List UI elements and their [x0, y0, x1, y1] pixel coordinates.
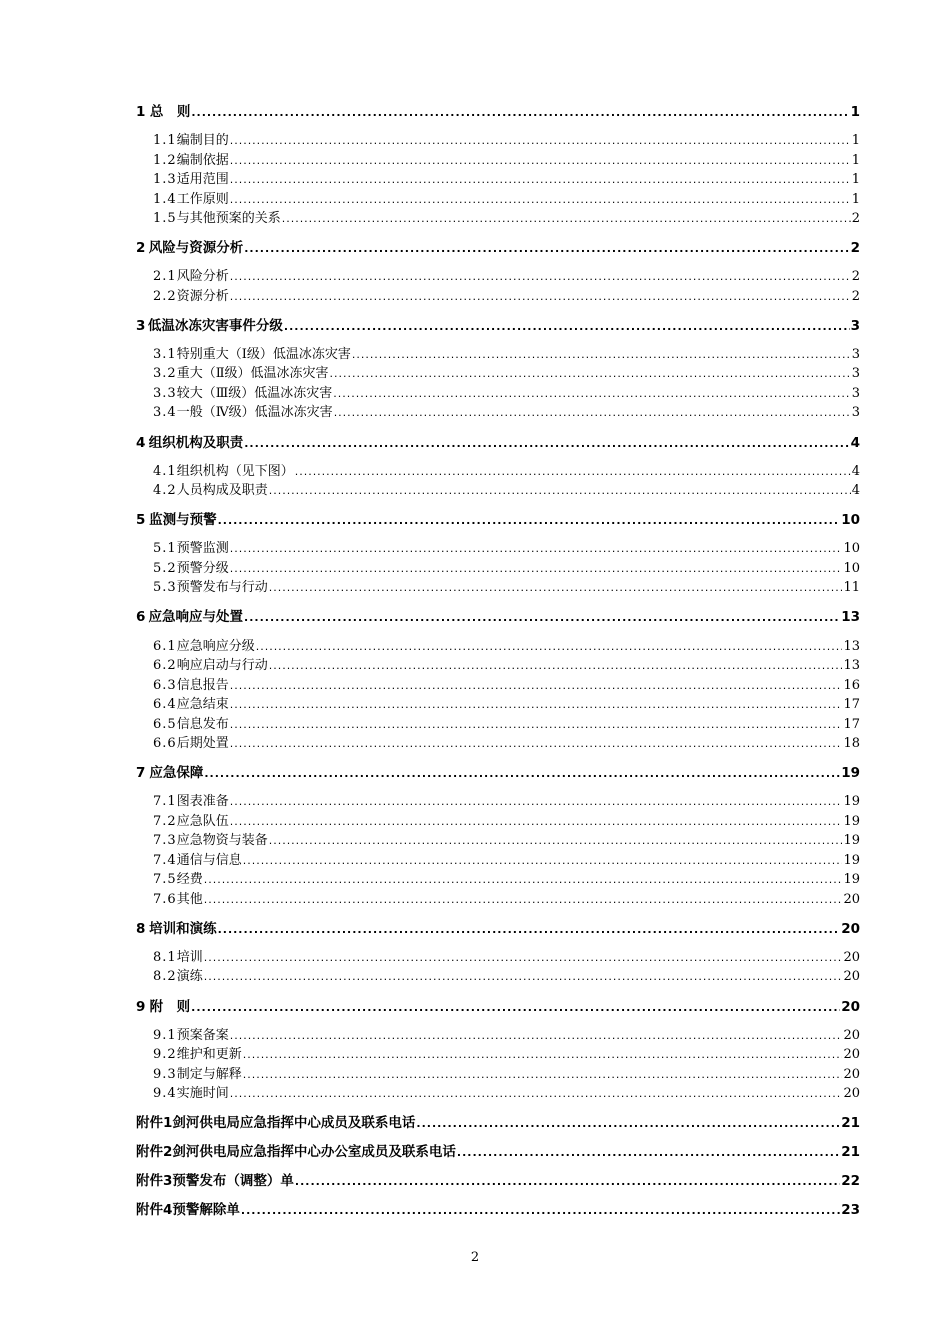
- toc-entry-title: 后期处置: [176, 736, 229, 752]
- toc-section-entry[interactable]: [136, 460, 860, 480]
- toc-dot-leader: [282, 212, 851, 225]
- toc-chapter-entry[interactable]: [136, 605, 860, 625]
- toc-section-entry[interactable]: [136, 965, 860, 985]
- toc-entry-title: 制定与解释: [176, 1066, 242, 1082]
- toc-entry-title: 剑河供电局应急指挥中心成员及联系电话: [172, 1115, 416, 1132]
- toc-section-entry[interactable]: [136, 168, 860, 188]
- toc-dot-leader: [243, 1048, 843, 1061]
- toc-entry-page: 23: [841, 1202, 860, 1219]
- toc-section-entry[interactable]: [136, 362, 860, 382]
- toc-dot-leader: [204, 970, 843, 983]
- toc-dot-leader: [230, 795, 843, 808]
- toc-entry-number: 1.2: [153, 152, 177, 168]
- toc-entry-page: 21: [841, 1115, 860, 1132]
- toc-entry-number: 2.2: [153, 288, 177, 304]
- toc-dot-leader: [243, 854, 843, 867]
- toc-entry-page: 11: [843, 580, 860, 596]
- toc-dot-leader: [241, 1204, 840, 1217]
- toc-entry-title: 人员构成及职责: [176, 483, 268, 499]
- toc-dot-leader: [334, 406, 851, 419]
- toc-section-entry[interactable]: [136, 557, 860, 577]
- toc-chapter-entry[interactable]: [136, 917, 860, 937]
- toc-entry-title: 风险分析: [176, 269, 229, 285]
- toc-section-entry[interactable]: [136, 401, 860, 421]
- toc-entry-title: 一般（Ⅳ级）低温冰冻灾害: [176, 405, 333, 421]
- toc-entry-number: 7.3: [153, 833, 177, 849]
- toc-entry-title: 低温冰冻灾害事件分级: [147, 317, 283, 334]
- toc-section-entry[interactable]: [136, 188, 860, 208]
- toc-entry-page: 2: [851, 288, 860, 304]
- toc-entry-number: 9: [136, 998, 146, 1015]
- toc-entry-title: 预警发布（调整）单: [172, 1173, 294, 1190]
- toc-entry-title: 培训和演练: [149, 920, 217, 937]
- toc-entry-page: 1: [851, 152, 860, 168]
- toc-section-entry[interactable]: [136, 674, 860, 694]
- toc-entry-page: 20: [843, 891, 860, 907]
- toc-entry-page: 21: [841, 1144, 860, 1161]
- toc-entry-page: 20: [843, 949, 860, 965]
- toc-dot-leader: [269, 581, 843, 594]
- toc-entry-page: 13: [843, 658, 860, 674]
- toc-section-entry[interactable]: [136, 1024, 860, 1044]
- toc-section-entry[interactable]: [136, 1043, 860, 1063]
- toc-section-entry[interactable]: [136, 868, 860, 888]
- toc-entry-title: 预警发布与行动: [176, 580, 268, 596]
- toc-chapter-entry[interactable]: [136, 995, 860, 1015]
- toc-entry-page: 2: [850, 240, 860, 257]
- toc-dot-leader: [230, 737, 843, 750]
- toc-entry-title: 预警监测: [176, 541, 229, 557]
- toc-entry-number: 1.4: [153, 191, 177, 207]
- toc-dot-leader: [230, 698, 843, 711]
- toc-entry-number: 7: [136, 765, 146, 782]
- toc-entry-title: 编制目的: [176, 133, 229, 149]
- toc-entry-page: 19: [843, 852, 860, 868]
- toc-section-entry[interactable]: [136, 888, 860, 908]
- toc-entry-title: 图表准备: [176, 794, 229, 810]
- toc-dot-leader: [230, 154, 851, 167]
- toc-entry-number: 9.3: [153, 1066, 177, 1082]
- toc-dot-leader: [230, 562, 843, 575]
- toc-dot-leader: [218, 923, 841, 936]
- toc-entry-title: 风险与资源分析: [148, 240, 244, 257]
- toc-entry-title: 应急响应与处置: [148, 609, 244, 626]
- toc-chapter-entry[interactable]: [136, 314, 860, 334]
- toc-entry-page: 22: [841, 1173, 860, 1190]
- toc-entry-page: 19: [841, 765, 860, 782]
- toc-section-entry[interactable]: [136, 537, 860, 557]
- toc-section-entry[interactable]: [136, 849, 860, 869]
- toc-section-entry[interactable]: [136, 635, 860, 655]
- toc-section-entry[interactable]: [136, 946, 860, 966]
- toc-dot-leader: [269, 484, 851, 497]
- toc-entry-title: 工作原则: [176, 191, 229, 207]
- toc-entry-page: 13: [841, 609, 860, 626]
- toc-chapter-entry[interactable]: [136, 508, 860, 528]
- toc-entry-title: 监测与预警: [149, 512, 217, 529]
- toc-entry-page: 19: [843, 872, 860, 888]
- toc-entry-number: 5.3: [153, 580, 177, 596]
- toc-chapter-entry[interactable]: [136, 236, 860, 256]
- toc-section-entry[interactable]: [136, 382, 860, 402]
- toc-section-entry[interactable]: [136, 265, 860, 285]
- toc-entry-page: 1: [851, 133, 860, 149]
- toc-appendix-entry[interactable]: [136, 1169, 860, 1189]
- toc-entry-page: 3: [851, 385, 860, 401]
- toc-section-entry[interactable]: [136, 1063, 860, 1083]
- toc-section-entry[interactable]: [136, 343, 860, 363]
- toc-dot-leader: [284, 320, 850, 333]
- toc-entry-title: 预警解除单: [172, 1202, 240, 1219]
- toc-entry-page: 2: [851, 211, 860, 227]
- toc-dot-leader: [230, 290, 851, 303]
- toc-entry-title: 应急队伍: [176, 813, 229, 829]
- toc-entry-number: 9.2: [153, 1047, 177, 1063]
- toc-entry-page: 19: [843, 813, 860, 829]
- toc-entry-number: 7.1: [153, 794, 177, 810]
- toc-entry-page: 17: [843, 716, 860, 732]
- toc-entry-page: 16: [843, 677, 860, 693]
- toc-entry-title: 预案备案: [176, 1027, 229, 1043]
- toc-dot-leader: [230, 718, 843, 731]
- toc-section-entry[interactable]: [136, 693, 860, 713]
- page-number: 2: [470, 1250, 480, 1265]
- toc-entry-number: 3.2: [153, 366, 177, 382]
- toc-entry-page: 19: [843, 794, 860, 810]
- toc-dot-leader: [244, 611, 840, 624]
- toc-entry-number: 3.3: [153, 385, 177, 401]
- toc-entry-page: 2: [851, 269, 860, 285]
- toc-entry-number: 4.1: [153, 463, 177, 479]
- toc-entry-page: 4: [850, 434, 860, 451]
- toc-entry-number: 6: [136, 609, 146, 626]
- toc-entry-number: 1.5: [153, 211, 177, 227]
- toc-entry-title: 通信与信息: [176, 852, 242, 868]
- toc-entry-title: 附 则: [149, 998, 191, 1015]
- toc-entry-number: 4: [136, 434, 146, 451]
- toc-section-entry[interactable]: [136, 129, 860, 149]
- toc-entry-page: 3: [850, 317, 860, 334]
- toc-entry-page: 10: [843, 541, 860, 557]
- toc-entry-title: 较大（Ⅲ级）低温冰冻灾害: [176, 385, 333, 401]
- toc-entry-title: 应急结束: [176, 697, 229, 713]
- toc-entry-number: 7.6: [153, 891, 177, 907]
- toc-entry-page: 1: [850, 104, 860, 120]
- toc-entry-number: 附件2: [136, 1144, 173, 1161]
- toc-entry-number: 1: [136, 104, 146, 120]
- toc-dot-leader: [330, 367, 851, 380]
- toc-entry-number: 6.2: [153, 658, 177, 674]
- toc-dot-leader: [333, 387, 850, 400]
- toc-entry-number: 5: [136, 512, 146, 529]
- toc-chapter-entry[interactable]: [136, 100, 860, 120]
- toc-dot-leader: [269, 659, 843, 672]
- toc-entry-page: 1: [851, 172, 860, 188]
- toc-entry-title: 重大（Ⅱ级）低温冰冻灾害: [176, 366, 329, 382]
- toc-dot-leader: [230, 679, 843, 692]
- toc-entry-number: 2: [136, 240, 146, 257]
- toc-entry-title: 与其他预案的关系: [176, 211, 281, 227]
- toc-section-entry[interactable]: [136, 713, 860, 733]
- toc-entry-number: 9.4: [153, 1086, 177, 1102]
- toc-entry-number: 2.1: [153, 269, 177, 285]
- toc-entry-page: 13: [843, 638, 860, 654]
- toc-entry-page: 17: [843, 697, 860, 713]
- toc-entry-title: 组织机构及职责: [148, 434, 244, 451]
- toc-dot-leader: [204, 873, 843, 886]
- toc-entry-number: 附件1: [136, 1115, 173, 1132]
- toc-entry-title: 实施时间: [176, 1086, 229, 1102]
- toc-section-entry[interactable]: [136, 479, 860, 499]
- toc-dot-leader: [230, 193, 851, 206]
- toc-entry-number: 5.1: [153, 541, 177, 557]
- toc-entry-number: 5.2: [153, 560, 177, 576]
- toc-entry-number: 8.1: [153, 949, 177, 965]
- toc-section-entry[interactable]: [136, 829, 860, 849]
- toc-dot-leader: [230, 815, 843, 828]
- toc-dot-leader: [204, 951, 843, 964]
- toc-entry-page: 3: [851, 366, 860, 382]
- toc-entry-number: 7.5: [153, 872, 177, 888]
- toc-entry-number: 附件3: [136, 1173, 173, 1190]
- toc-entry-number: 6.4: [153, 697, 177, 713]
- toc-entry-number: 3.1: [153, 346, 177, 362]
- toc-entry-number: 3: [136, 317, 146, 334]
- toc-entry-number: 8.2: [153, 969, 177, 985]
- toc-entry-page: 20: [843, 1047, 860, 1063]
- toc-entry-number: 6.5: [153, 716, 177, 732]
- toc-entry-title: 资源分析: [176, 288, 229, 304]
- toc-entry-title: 应急物资与装备: [176, 833, 268, 849]
- toc-dot-leader: [295, 465, 851, 478]
- toc-entry-title: 总 则: [149, 104, 191, 120]
- toc-dot-leader: [204, 893, 843, 906]
- toc-dot-leader: [243, 1068, 843, 1081]
- toc-dot-leader: [191, 1001, 840, 1014]
- toc-section-entry[interactable]: [136, 732, 860, 752]
- toc-section-entry[interactable]: [136, 810, 860, 830]
- toc-entry-page: 1: [851, 191, 860, 207]
- toc-entry-page: 10: [841, 512, 860, 529]
- toc-dot-leader: [230, 1029, 843, 1042]
- toc-entry-title: 应急响应分级: [176, 638, 255, 654]
- toc-entry-title: 演练: [176, 969, 203, 985]
- toc-appendix-entry[interactable]: [136, 1140, 860, 1160]
- toc-section-entry[interactable]: [136, 207, 860, 227]
- toc-entry-title: 响应启动与行动: [176, 658, 268, 674]
- toc-section-entry[interactable]: [136, 654, 860, 674]
- toc-entry-title: 特别重大（Ⅰ级）低温冰冻灾害: [176, 346, 351, 362]
- toc-entry-title: 维护和更新: [176, 1047, 242, 1063]
- toc-entry-page: 20: [841, 998, 860, 1015]
- toc-chapter-entry[interactable]: [136, 761, 860, 781]
- toc-entry-number: 7.4: [153, 852, 177, 868]
- toc-dot-leader: [230, 542, 843, 555]
- toc-dot-leader: [269, 834, 843, 847]
- toc-entry-number: 1.3: [153, 172, 177, 188]
- toc-entry-page: 3: [851, 405, 860, 421]
- toc-entry-page: 4: [851, 483, 860, 499]
- toc-dot-leader: [244, 242, 849, 255]
- toc-entry-title: 应急保障: [149, 765, 204, 782]
- toc-entry-title: 其他: [176, 891, 203, 907]
- toc-entry-number: 3.4: [153, 405, 177, 421]
- toc-entry-title: 信息发布: [176, 716, 229, 732]
- toc-dot-leader: [457, 1146, 840, 1159]
- toc-entry-number: 附件4: [136, 1202, 173, 1219]
- toc-entry-page: 19: [843, 833, 860, 849]
- toc-entry-number: 6.3: [153, 677, 177, 693]
- toc-entry-page: 20: [841, 920, 860, 937]
- toc-entry-number: 9.1: [153, 1027, 177, 1043]
- toc-dot-leader: [244, 437, 849, 450]
- toc-chapter-entry[interactable]: [136, 431, 860, 451]
- toc-entry-number: 6.1: [153, 638, 177, 654]
- toc-entry-page: 20: [843, 1066, 860, 1082]
- toc-section-entry[interactable]: [136, 285, 860, 305]
- toc-dot-leader: [230, 173, 851, 186]
- toc-entry-page: 10: [843, 560, 860, 576]
- toc-appendix-entry[interactable]: [136, 1111, 860, 1131]
- toc-dot-leader: [218, 514, 841, 527]
- toc-entry-title: 组织机构（见下图）: [176, 463, 294, 479]
- toc-section-entry[interactable]: [136, 149, 860, 169]
- toc-dot-leader: [230, 1087, 843, 1100]
- toc-entry-title: 信息报告: [176, 677, 229, 693]
- toc-entry-page: 3: [851, 346, 860, 362]
- toc-entry-page: 18: [843, 736, 860, 752]
- toc-dot-leader: [230, 270, 851, 283]
- toc-entry-title: 预警分级: [176, 560, 229, 576]
- toc-dot-leader: [352, 348, 851, 361]
- toc-appendix-entry[interactable]: [136, 1198, 860, 1218]
- toc-dot-leader: [230, 134, 851, 147]
- toc-dot-leader: [256, 640, 843, 653]
- toc-entry-number: 7.2: [153, 813, 177, 829]
- toc-entry-page: 20: [843, 1086, 860, 1102]
- toc-entry-number: 6.6: [153, 736, 177, 752]
- toc-section-entry[interactable]: [136, 576, 860, 596]
- toc-section-entry[interactable]: [136, 1082, 860, 1102]
- toc-entry-page: 20: [843, 969, 860, 985]
- toc-entry-page: 20: [843, 1027, 860, 1043]
- toc-entry-title: 适用范围: [176, 172, 229, 188]
- toc-entry-number: 8: [136, 920, 146, 937]
- toc-entry-number: 4.2: [153, 483, 177, 499]
- toc-entry-number: 1.1: [153, 133, 177, 149]
- toc-entry-title: 培训: [176, 949, 203, 965]
- toc-entry-title: 剑河供电局应急指挥中心办公室成员及联系电话: [172, 1144, 456, 1161]
- toc-dot-leader: [204, 767, 840, 780]
- toc-entry-page: 4: [851, 463, 860, 479]
- toc-dot-leader: [295, 1175, 840, 1188]
- toc-dot-leader: [416, 1117, 840, 1130]
- toc-entry-title: 编制依据: [176, 152, 229, 168]
- toc-dot-leader: [191, 106, 849, 119]
- toc-entry-title: 经费: [176, 872, 203, 888]
- toc-section-entry[interactable]: [136, 790, 860, 810]
- table-of-contents: [136, 100, 860, 1218]
